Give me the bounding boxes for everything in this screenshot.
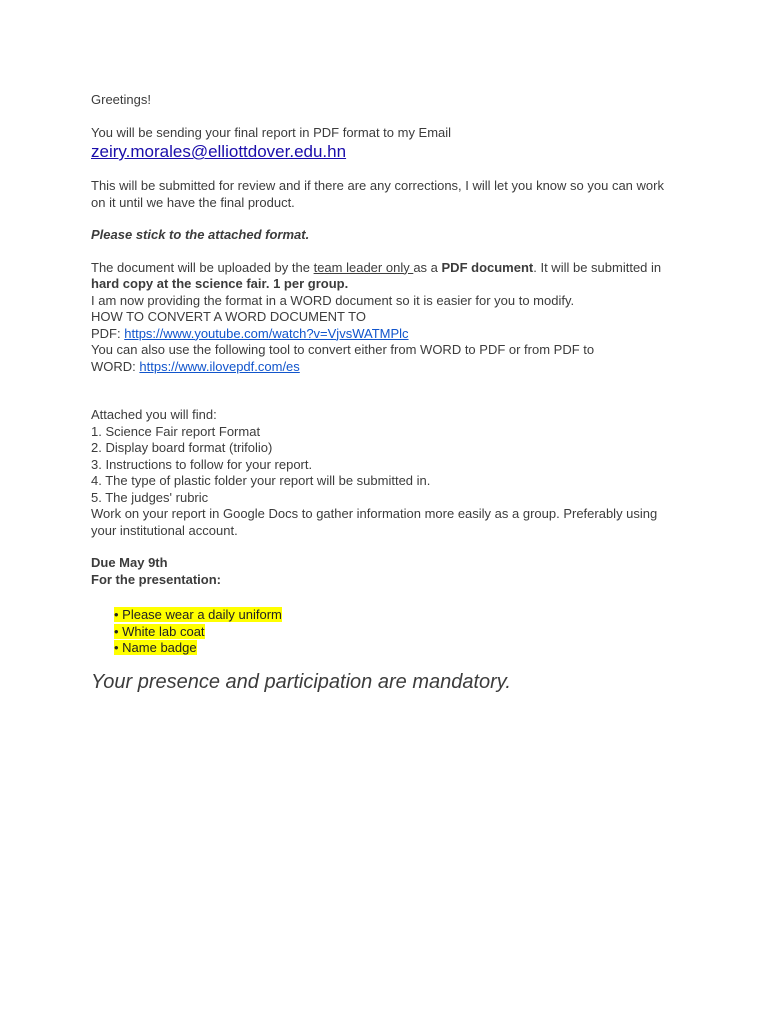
convert-line bbox=[91, 326, 681, 343]
tool-line bbox=[91, 359, 681, 376]
intro-text: You will be sending your final report in PDF format to my Email bbox=[91, 124, 452, 140]
list-item: 3. Instructions to follow for your report. bbox=[91, 456, 313, 472]
review-text: This will be submitted for review and if there are any corrections, I will let you know so you can work on it until we have the final product. bbox=[91, 178, 664, 210]
greeting: Greetings! bbox=[91, 92, 151, 107]
presentation-heading: For the presentation: bbox=[91, 571, 222, 587]
presentation-list bbox=[114, 607, 681, 657]
tool-word-prefix: WORD: bbox=[91, 358, 140, 374]
google-docs-text: Work on your report in Google Docs to gather information more easily as a group. Preferably using your institutional account. bbox=[91, 506, 658, 538]
upload-mid1: as a bbox=[413, 259, 442, 275]
attached-heading: Attached you will find: bbox=[91, 407, 217, 422]
tool-text: You can also use the following tool to convert either from WORD to PDF or from PDF to bbox=[91, 342, 595, 357]
convert-pdf-prefix: PDF: bbox=[91, 325, 125, 341]
list-item: 4. The type of plastic folder your report will be submitted in. bbox=[91, 473, 431, 488]
upload-prefix: The document will be uploaded by the bbox=[91, 259, 314, 275]
email-line bbox=[91, 141, 681, 163]
upload-paragraph bbox=[91, 260, 681, 293]
upload-mid2: . It will be submitted in bbox=[533, 259, 662, 275]
format-note: Please stick to the attached format. bbox=[91, 227, 310, 242]
word-note: I am now providing the format in a WORD document so it is easier for you to modify. bbox=[91, 292, 575, 308]
youtube-link[interactable]: https://www.youtube.com/watch?v=VjvsWATMPlc bbox=[124, 325, 409, 341]
highlighted-item: • Please wear a daily uniform bbox=[114, 607, 282, 622]
list-item bbox=[114, 624, 681, 641]
list-item: 5. The judges' rubric bbox=[91, 489, 209, 505]
email-body bbox=[91, 92, 681, 694]
email-link[interactable]: zeiry.morales@elliottdover.edu.hn bbox=[91, 142, 347, 161]
list-item: 1. Science Fair report Format bbox=[91, 423, 261, 439]
convert-heading: HOW TO CONVERT A WORD DOCUMENT TO bbox=[91, 309, 366, 324]
highlighted-item: • Name badge bbox=[114, 640, 197, 655]
list-item bbox=[114, 607, 681, 624]
hard-copy-text: hard copy at the science fair. 1 per group. bbox=[91, 276, 349, 291]
pdf-document-text: PDF document bbox=[441, 259, 534, 275]
ilovepdf-link[interactable]: https://www.ilovepdf.com/es bbox=[139, 358, 300, 374]
mandatory-notice: Your presence and participation are mandatory. bbox=[91, 670, 511, 693]
team-leader-text: team leader only bbox=[313, 259, 414, 275]
due-date: Due May 9th bbox=[91, 555, 168, 570]
list-item: 2. Display board format (trifolio) bbox=[91, 440, 273, 455]
highlighted-item: • White lab coat bbox=[114, 623, 205, 639]
attached-list bbox=[91, 424, 681, 507]
list-item bbox=[114, 640, 681, 657]
